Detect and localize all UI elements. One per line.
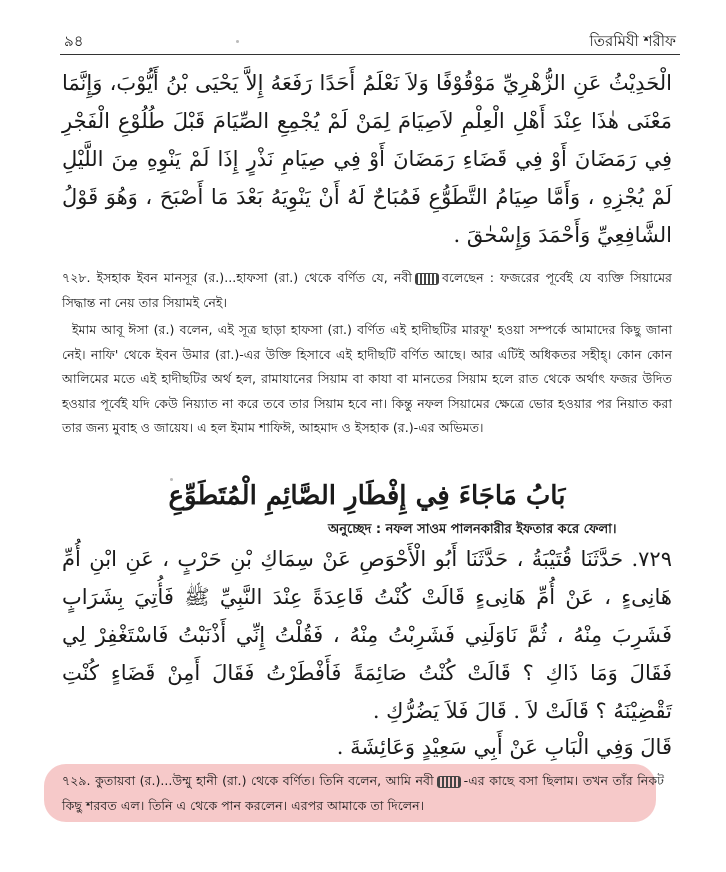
hadith-728-commentary: ইমাম আবূ ঈসা (র.) বলেন, এই সূত্র ছাড়া হাফসা (রা.) বর্ণিত এই হাদীছটির মারফূ' হওয়া সম্পর্কে আমাদের কিছু জানা নেই। নাফি' থেকে ইবন উমার (রা.)-এর উক্তি হিসাবে এই হাদীছটি বর্ণিত আছে। আর এটিই অধিকতর সহীহ্। কোন কোন আলিমের মতে এই হাদীছটির অর্থ হল, রামাযানের সিয়াম বা কাযা বা মানতের সিয়াম হলে রাত থেকে অর্থাৎ ফজর উদিত হওয়ার পূর্বেই যদি কেউ নিয়্যাত না করে তবে তার সিয়াম হবে না। কিন্তু নফল সিয়ামের ক্ষেত্রে ভোর হওয়ার পর নিয়াত করা তার জন্য মুবাহ ও জায়েয। এ হল ইমাম শাফিঈ, আহমাদ ও ইসহাক (র.)-এর অভিমত। [62, 322, 672, 435]
scan-speck [170, 478, 173, 481]
chapter-title-arabic: بَابُ مَاجَاءَ فِي إِفْطَارِ الصَّائِمِ الْمُتَطَوِّعِ [168, 481, 566, 511]
hadith-729-text-a: ৭২৯. কুতায়বা (র.)...উম্মু হানী (রা.) থেকে বর্ণিত। তিনি বলেন, আমি নবী [62, 773, 434, 788]
salla-symbol-icon [437, 776, 461, 788]
salla-symbol-icon [415, 273, 439, 285]
section-heading: অনুচ্ছেদ : নফল সাওম পালনকারীর ইফতার করে ফেলা। [328, 522, 617, 537]
hadith-729-arabic: ٧٢٩. حَدَّثَنَا قُتَيْبَةُ ، حَدَّثَنَا أَبُو الْأَحْوَصِ عَنْ سِمَاكِ بْنِ حَرْبٍ ، عَنِ ابْنِ أُمِّ هَانِىءٍ ، عَنْ أُمِّ هَانِىءٍ قَالَتْ كُنْتُ قَاعِدَةً عِنْدَ النَّبِيِّ ﷺ فَأُتِيَ بِشَرَابٍ فَشَرِبَ مِنْهُ ، ثُمَّ نَاوَلَنِي فَشَرِبْتُ مِنْهُ ، فَقُلْتُ إِنِّي أَذْنَبْتُ فَاسْتَغْفِرْ لِي فَقَالَ وَمَا ذَاكِ ؟ قَالَتْ كُنْتُ صَائِمَةً فَأَفْطَرْتُ فَقَالَ أَمِنْ قَضَاءٍ كُنْتِ تَقْضِيْنَهُ ؟ قَالَتْ لاَ . قَالَ فَلاَ يَضُرُّكِ . [62, 547, 672, 723]
hadith-728-text-b: বলেছেন : ফজরের পূর্বেই যে ব্যক্তি সিয়ামের সিদ্ধান্ত না নেয় তার সিয়ামই নেই। [62, 270, 672, 310]
scan-speck [236, 40, 239, 43]
hadith-729-text-b: -এর কাছে বসা ছিলাম। তখন তাঁর নিকট কিছু শরবত এল। তিনি এ থেকে পান করলেন। এরপর আমাকে তা দিলেন। [62, 773, 664, 813]
arabic-text-top: الْحَدِيْثُ عَنِ الزُّهْرِيِّ مَوْقُوْفًا وَلاَ نَعْلَمُ أَحَدًا رَفَعَهُ إِلاَّ يَحْيَى بْنُ أَيُّوْبَ، وَإِنَّمَا مَعْنَى هٰذَا عِنْدَ أَهْلِ الْعِلْمِ لاَصِيَامَ لِمَنْ لَمْ يُجْمِعِ الصِّيَامَ قَبْلَ طُلُوْعِ الْفَجْرِ فِي رَمَضَانَ أَوْ فِي قَضَاءِ رَمَضَانَ أَوْ فِي صِيَامِ نَذْرٍ إِذَا لَمْ يَنْوِهِ مِنَ اللَّيْلِ لَمْ يُجْزِهِ ، وَأَمَّا صِيَامُ التَّطَوُّعِ فَمُبَاحٌ لَهُ أَنْ يَنْوِيَهُ بَعْدَ مَا أَصْبَحَ ، وَهُوَ قَوْلُ الشَّافِعِيِّ وَأَحْمَدَ وَإِسْحٰقَ . [62, 71, 672, 247]
hadith-729-arabic-tail: قَالَ وَفِي الْبَابِ عَنْ أَبِي سَعِيْدٍ وَعَائِشَةَ . [336, 735, 672, 759]
header-rule [60, 54, 680, 55]
page-header [64, 28, 676, 54]
book-title: তিরমিযী শরীফ [589, 32, 676, 50]
hadith-728-text-a: ৭২৮. ইসহাক ইবন মানসূর (র.)...হাফসা (রা.) থেকে বর্ণিত যে, নবী [62, 270, 412, 285]
hadith-728-bengali [62, 266, 672, 315]
page-number: ৯৪ [64, 32, 84, 50]
hadith-729-bengali [62, 768, 664, 818]
